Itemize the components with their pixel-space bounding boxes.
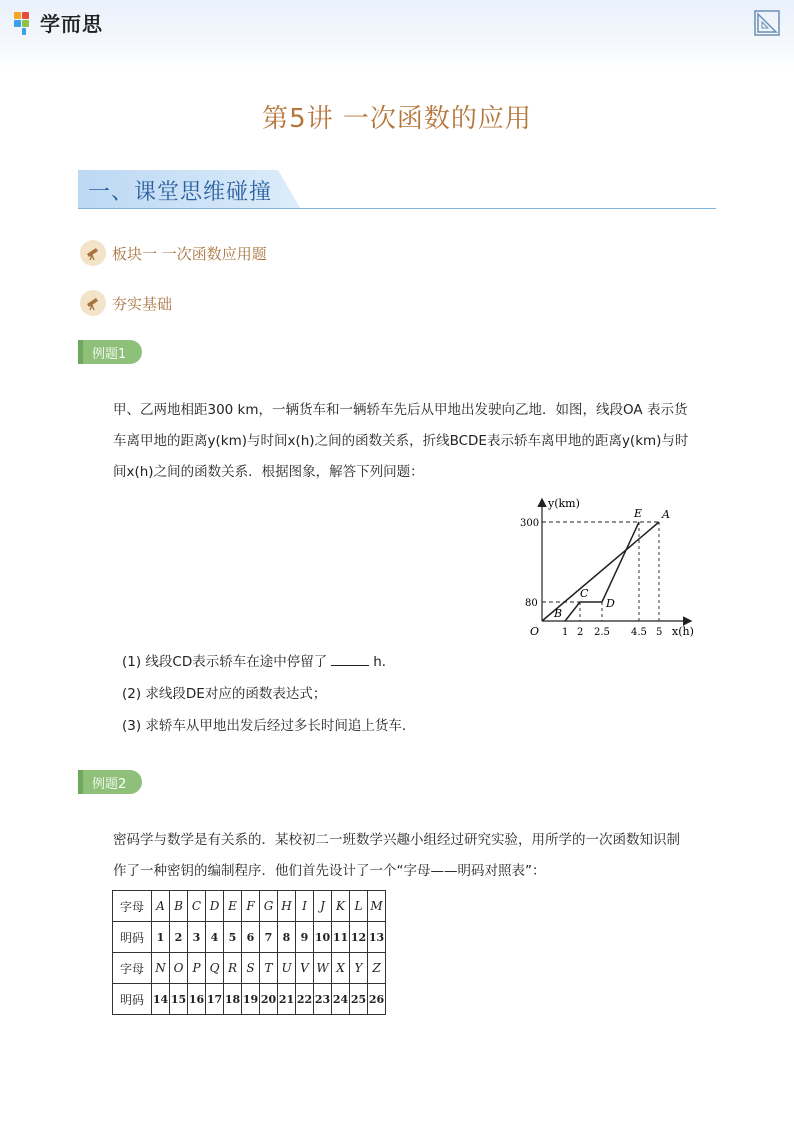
code-cell: 21 xyxy=(278,984,296,1015)
example-2-line-1: 密码学与数学是有关系的．某校初二一班数学兴趣小组经过研究实验，用所学的一次函数知识制 xyxy=(113,832,680,848)
point-label-b: B xyxy=(554,607,563,620)
code-cell: 7 xyxy=(260,922,278,953)
example-2-tag: 例题2 xyxy=(78,770,142,794)
letter-cell: F xyxy=(242,891,260,922)
point-label-e: E xyxy=(634,507,643,520)
question-1-unit: h． xyxy=(373,654,396,670)
x-tick-2: 2 xyxy=(577,627,584,638)
letter-cell: K xyxy=(332,891,350,922)
x-tick-4-5: 4.5 xyxy=(631,627,647,638)
module-heading-1-label: 板块一 一次函数应用题 xyxy=(112,244,267,263)
polyline-bcde xyxy=(565,522,639,621)
letter-cell: G xyxy=(260,891,278,922)
letter-cell: A xyxy=(152,891,170,922)
point-label-c: C xyxy=(580,587,589,600)
code-cell: 5 xyxy=(224,922,242,953)
code-cell: 9 xyxy=(296,922,314,953)
page-title: 第5讲 一次函数的应用 xyxy=(262,104,532,134)
example-1-tag: 例题1 xyxy=(78,340,142,364)
code-cell: 12 xyxy=(350,922,368,953)
letter-cell: D xyxy=(206,891,224,922)
question-2: (2) 求线段DE对应的函数表达式； xyxy=(122,686,327,702)
letter-cell: P xyxy=(188,953,206,984)
x-tick-1: 1 xyxy=(562,627,569,638)
section-title: 一、课堂思维碰撞 xyxy=(88,180,273,205)
letter-cell: X xyxy=(332,953,350,984)
code-cell: 18 xyxy=(224,984,242,1015)
code-cell: 16 xyxy=(188,984,206,1015)
question-3: (3) 求轿车从甲地出发后经过多长时间追上货车． xyxy=(122,718,416,734)
code-cell: 10 xyxy=(314,922,332,953)
table-row xyxy=(113,984,386,1015)
code-cell: 15 xyxy=(170,984,188,1015)
example-1-text xyxy=(113,395,703,488)
code-cell: 3 xyxy=(188,922,206,953)
row-label: 字母 xyxy=(113,891,152,922)
code-cell: 13 xyxy=(368,922,386,953)
code-cell: 4 xyxy=(206,922,224,953)
y-axis-label: y(km) xyxy=(548,497,580,510)
letter-cell: Q xyxy=(206,953,224,984)
letter-cell: C xyxy=(188,891,206,922)
x-tick-2-5: 2.5 xyxy=(594,627,610,638)
distance-time-graph xyxy=(520,490,710,645)
letter-cell: B xyxy=(170,891,188,922)
letter-cell: E xyxy=(224,891,242,922)
letter-cell: Z xyxy=(368,953,386,984)
origin-label: O xyxy=(530,625,540,638)
letter-cell: O xyxy=(170,953,188,984)
row-label: 字母 xyxy=(113,953,152,984)
code-cell: 26 xyxy=(368,984,386,1015)
code-cell: 19 xyxy=(242,984,260,1015)
code-cell: 1 xyxy=(152,922,170,953)
x-axis-label: x(h) xyxy=(672,625,694,638)
question-1 xyxy=(122,650,395,670)
letter-cell: T xyxy=(260,953,278,984)
module-heading-2 xyxy=(80,290,172,316)
letter-cell: U xyxy=(278,953,296,984)
code-cell: 2 xyxy=(170,922,188,953)
header-band xyxy=(0,0,794,70)
letter-cell: L xyxy=(350,891,368,922)
section-header xyxy=(78,170,716,209)
letter-cell: N xyxy=(152,953,170,984)
row-label: 明码 xyxy=(113,922,152,953)
example-2-line-2: 作了一种密钥的编制程序．他们首先设计了一个“字母——明码对照表”： xyxy=(113,863,546,879)
telescope-icon xyxy=(80,290,106,316)
letter-cell: V xyxy=(296,953,314,984)
answer-blank[interactable] xyxy=(331,653,369,666)
module-heading-2-label: 夯实基础 xyxy=(112,294,173,313)
letter-cell: H xyxy=(278,891,296,922)
letter-cell: Y xyxy=(350,953,368,984)
logo-mark-icon xyxy=(14,12,36,34)
logo-text: 学而思 xyxy=(40,12,103,36)
letter-cell: I xyxy=(296,891,314,922)
code-cell: 14 xyxy=(152,984,170,1015)
y-tick-300: 300 xyxy=(520,518,540,529)
example-1-line-2: 车离甲地的距离y(km)与时间x(h)之间的函数关系，折线BCDE表示轿车离甲地的距离y(km)与时 xyxy=(113,433,689,449)
example-1-line-3: 间x(h)之间的函数关系．根据图象，解答下列问题： xyxy=(113,464,424,480)
table-row xyxy=(113,922,386,953)
letter-cell: J xyxy=(314,891,332,922)
code-cell: 11 xyxy=(332,922,350,953)
letter-cell: M xyxy=(368,891,386,922)
module-heading-1 xyxy=(80,240,267,266)
letter-cell: S xyxy=(242,953,260,984)
code-cell: 22 xyxy=(296,984,314,1015)
table-row xyxy=(113,891,386,922)
code-cell: 17 xyxy=(206,984,224,1015)
code-cell: 25 xyxy=(350,984,368,1015)
code-cell: 20 xyxy=(260,984,278,1015)
row-label: 明码 xyxy=(113,984,152,1015)
example-2-text xyxy=(113,825,703,887)
question-1-text: (1) 线段CD表示轿车在途中停留了 xyxy=(122,654,328,670)
code-cell: 23 xyxy=(314,984,332,1015)
code-cell: 24 xyxy=(332,984,350,1015)
table-row xyxy=(113,953,386,984)
letter-code-table xyxy=(112,890,386,1015)
point-label-a: A xyxy=(662,508,670,521)
point-label-d: D xyxy=(606,597,615,610)
letter-cell: R xyxy=(224,953,242,984)
x-tick-5: 5 xyxy=(656,627,663,638)
code-cell: 6 xyxy=(242,922,260,953)
y-tick-80: 80 xyxy=(525,598,538,609)
telescope-icon xyxy=(80,240,106,266)
logo xyxy=(14,8,103,37)
code-cell: 8 xyxy=(278,922,296,953)
example-1-line-1: 甲、乙两地相距300 km，一辆货车和一辆轿车先后从甲地出发驶向乙地．如图，线段OA 表示货 xyxy=(113,402,688,418)
letter-cell: W xyxy=(314,953,332,984)
geometry-ruler-icon xyxy=(754,10,780,36)
